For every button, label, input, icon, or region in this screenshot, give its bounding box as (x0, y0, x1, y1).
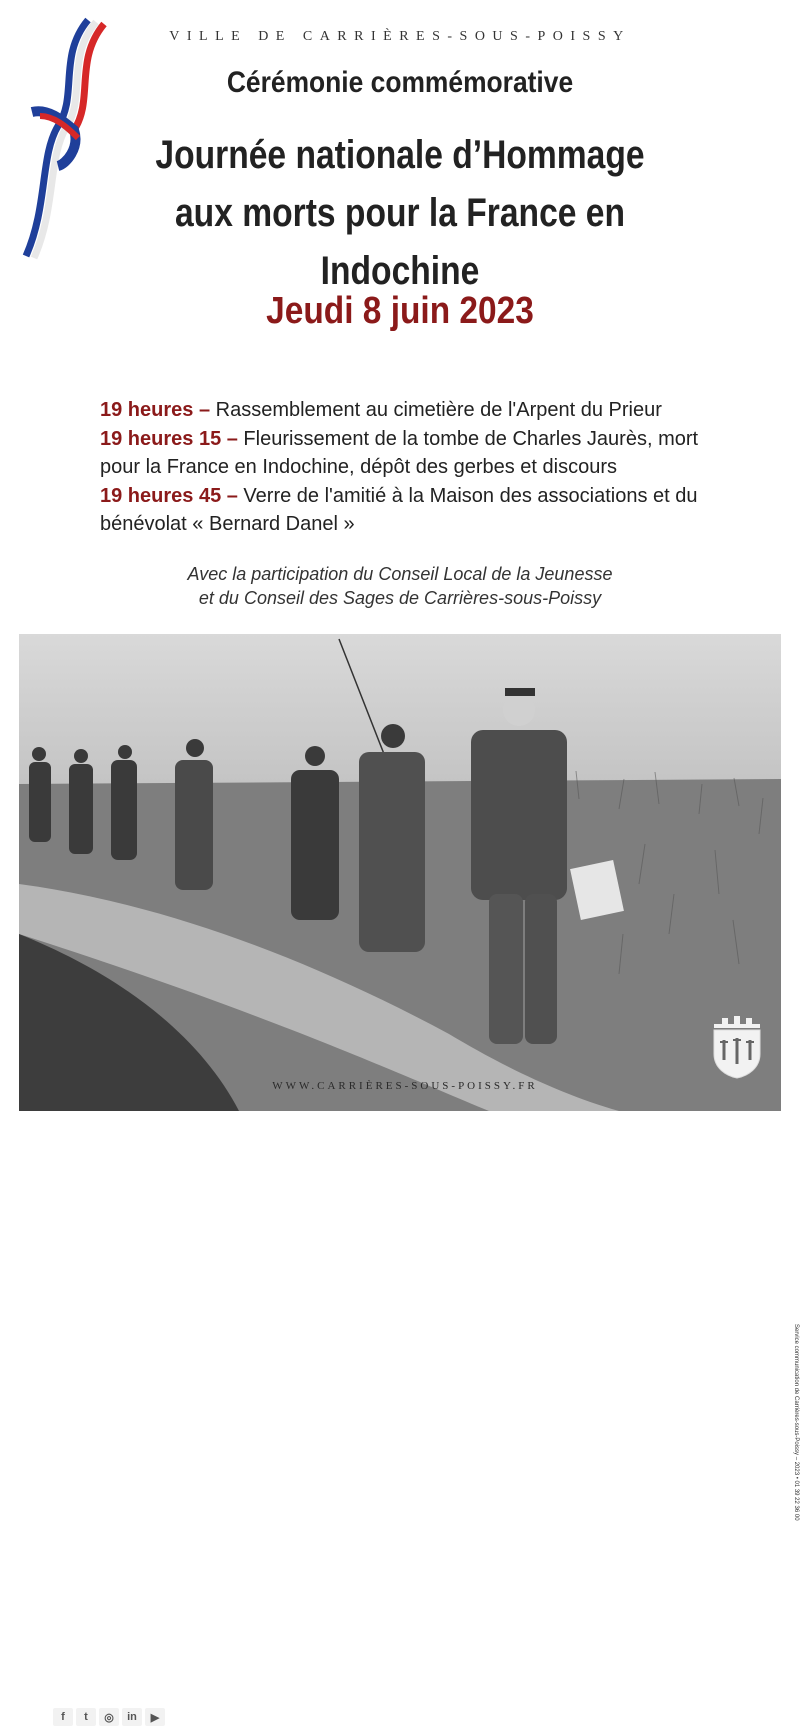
participation-credits (0, 562, 800, 610)
facebook-icon[interactable]: f (53, 1708, 73, 1726)
page-title (114, 126, 685, 300)
program-item (100, 396, 740, 425)
program-time: 19 heures 15 – (100, 427, 238, 450)
title-line-1: Journée nationale d’Hommage (155, 133, 645, 177)
soldiers-photo (19, 634, 799, 1724)
city-name: VILLE DE CARRIÈRES-SOUS-POISSY (169, 29, 631, 44)
program-text: Rassemblement au cimetière de l'Arpent du Prieur (210, 399, 662, 421)
title-line-2: aux morts pour la France en Indochine (174, 191, 625, 293)
program-item (100, 425, 740, 482)
youtube-icon[interactable]: ▶ (145, 1708, 165, 1726)
credits-line-1: Avec la participation du Conseil Local de la Jeunesse (187, 564, 613, 584)
photo-credit-text: Service communication de Carrières-sous-Poissy – 2023 • 01 39 22 36 00 (793, 1324, 799, 1521)
tricolor-ribbon-icon (18, 16, 100, 262)
instagram-icon[interactable]: ◎ (99, 1708, 119, 1726)
twitter-icon[interactable]: t (76, 1708, 96, 1726)
program-item (100, 482, 740, 539)
program-time: 19 heures – (100, 399, 211, 421)
social-links (53, 1708, 165, 1726)
ceremony-subtitle: Cérémonie commémorative (226, 66, 574, 99)
city-crest-icon (708, 1010, 766, 1080)
event-date: Jeudi 8 juin 2023 (266, 290, 534, 332)
credits-line-2: et du Conseil des Sages de Carrières-sous-Poissy (198, 588, 602, 608)
program-list (100, 396, 740, 539)
linkedin-icon[interactable]: in (122, 1708, 142, 1726)
website-link[interactable]: WWW.CARRIÈRES-SOUS-POISSY.FR (272, 1080, 538, 1092)
program-time: 19 heures 45 – (100, 484, 238, 507)
program-text: Fleurissement de la tombe de Charles Jaurès, mort pour la France en Indochine, dépôt des gerbes et discours (100, 427, 699, 478)
program-text: Verre de l'amitié à la Maison des associations et du bénévolat « Bernard Danel » (100, 484, 698, 535)
